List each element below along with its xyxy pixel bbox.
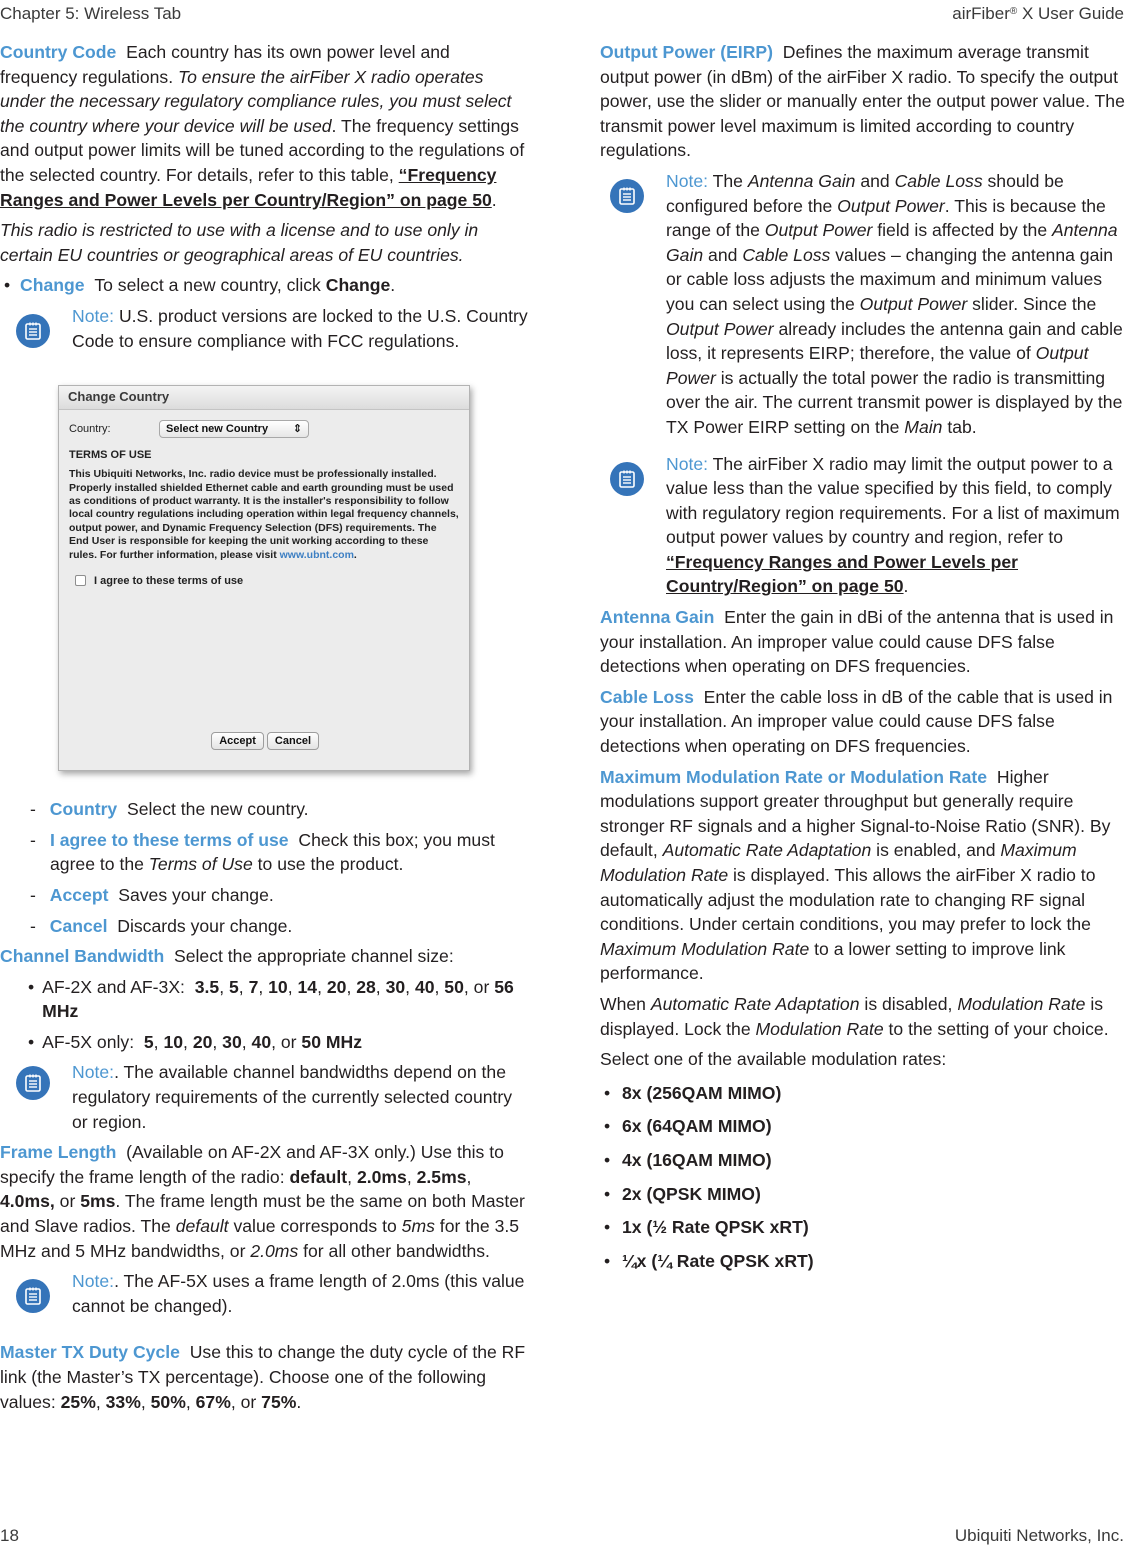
- terms-text: [69, 468, 459, 562]
- frequency-ranges-link[interactable]: “Frequency Ranges and Power Levels per Country/Region” on page 50: [0, 164, 497, 210]
- rate-item: [600, 1249, 1126, 1274]
- country-row: [69, 420, 459, 438]
- frame-text: . The frame length must be the same on both Master and Slave radios. The: [0, 1191, 525, 1237]
- note-icon: [610, 179, 644, 213]
- accept-button[interactable]: Accept: [211, 732, 264, 750]
- bw-value: 5: [228, 976, 239, 997]
- rate-label: 6x (64QAM MIMO): [622, 1116, 772, 1137]
- country-select[interactable]: [159, 420, 309, 438]
- t: When: [600, 993, 651, 1014]
- output-power-paragraph: [600, 40, 1126, 163]
- change-country-dialog: [58, 385, 470, 771]
- dash-text: [40, 883, 274, 908]
- dash-desc: Discards your change.: [117, 915, 293, 936]
- change-term: Change: [20, 275, 85, 296]
- dash-item-accept: [0, 883, 528, 908]
- bullet-dot: •: [4, 275, 11, 296]
- bw-prefix: AF-5X only:: [42, 1031, 139, 1052]
- bw-value: 20: [326, 976, 347, 997]
- i: Maximum Modulation Rate: [600, 938, 810, 959]
- country-code-paragraph: [0, 40, 528, 212]
- i: Cable Loss: [894, 170, 983, 191]
- change-text-wrap: [20, 273, 395, 298]
- company-footer: Ubiquiti Networks, Inc.: [954, 1526, 1124, 1546]
- note-icon: [610, 462, 644, 496]
- output-power-text: Defines the maximum average transmit output power (in dBm) of the airFiber X radio. To specify the output power, use the slider or manually enter the output power value. The transmit power level maximum is limited according to country regulations.: [600, 42, 1125, 161]
- frame-value: 5ms: [80, 1191, 116, 1212]
- t: values – changing the antenna gain or cable loss adjusts the maximum and minimum values you can select using the: [666, 244, 1114, 314]
- agree-checkbox[interactable]: [75, 575, 86, 586]
- t: is displayed. Lock the: [600, 993, 1104, 1039]
- dash-desc: Select the new country.: [127, 799, 309, 820]
- note-label: Note:: [72, 1062, 115, 1083]
- agree-label: I agree to these terms of use: [94, 574, 244, 587]
- channel-bandwidth-text: Select the appropriate channel size:: [173, 946, 454, 967]
- frame-value: 2.0ms: [356, 1166, 407, 1187]
- dash-desc: Saves your change.: [118, 884, 274, 905]
- t: is enabled, and: [871, 840, 1001, 861]
- bw-value: 10: [268, 976, 288, 997]
- bw-or: , or: [271, 1031, 302, 1052]
- cable-loss-term: Cable Loss: [600, 686, 694, 707]
- bw-prefix: AF-2X and AF-3X:: [42, 976, 190, 997]
- period: .: [491, 189, 497, 210]
- master-tx-paragraph: Master TX Duty Cycle Use this to change the duty cycle of the RF link (the Master’s TX percentage). Choose one of the following values: 25%, 33%, 50%, 67%, or 75%.: [0, 1342, 526, 1412]
- i: Output Power: [764, 220, 873, 241]
- t: should be configured before the: [666, 170, 1064, 216]
- frame-italic: 2.0ms: [250, 1240, 299, 1261]
- i: Automatic Rate Adaptation: [662, 840, 872, 861]
- i: Cable Loss: [742, 244, 831, 265]
- rate-item: [600, 1148, 1126, 1173]
- dash-text: [40, 828, 528, 877]
- note-text: [666, 452, 1126, 600]
- note-regulatory-limit: [600, 452, 1126, 600]
- registered-mark: ®: [1009, 6, 1018, 17]
- note-text: [72, 1060, 528, 1134]
- bandwidth-af2x-af3x: [0, 975, 528, 1024]
- duty-value: 33%: [105, 1391, 141, 1412]
- bullet-dot: •: [604, 1116, 611, 1137]
- bw-value: 3.5: [194, 976, 220, 997]
- bullet-dot: •: [28, 1031, 35, 1052]
- dash: -: [30, 799, 36, 820]
- note-icon: [16, 1066, 50, 1100]
- rate-item: [600, 1081, 1126, 1106]
- note-antenna-order: [600, 169, 1126, 440]
- bw-value: 56 MHz: [42, 976, 514, 1022]
- note-text: [72, 304, 528, 353]
- rate-label: ¼x (¼ Rate QPSK xRT): [622, 1250, 814, 1271]
- channel-bandwidth-paragraph: [0, 944, 528, 969]
- t: Higher modulations support greater throughput but generally require stronger RF signals and a higher Signal-to-Noise Ratio (SNR). By default,: [600, 766, 1111, 861]
- country-code-text2: . The frequency settings and output power limits will be tuned according to the regulations of the selected country. For details, refer to this table,: [0, 115, 525, 185]
- modulation-term: Maximum Modulation Rate or Modulation Rate: [600, 766, 988, 787]
- dash-item-country: [0, 797, 528, 822]
- bw-value: 7: [248, 976, 259, 997]
- dialog-buttons: [208, 732, 319, 750]
- bw-value: 30: [222, 1031, 242, 1052]
- frame-value: 2.5ms: [416, 1166, 467, 1187]
- dash-item-cancel: [0, 914, 528, 939]
- modulation-paragraph: [600, 765, 1126, 986]
- master-tx-term: Master TX Duty Cycle: [0, 1342, 180, 1363]
- guide-header-prefix: airFiber: [952, 4, 1010, 23]
- bw-value: 20: [192, 1031, 213, 1052]
- t: tab.: [942, 416, 977, 437]
- period: .: [353, 548, 357, 561]
- note-icon: [16, 314, 50, 348]
- agree-row: [69, 574, 459, 588]
- bandwidth-af5x: [0, 1030, 528, 1055]
- bw-value: 40: [251, 1031, 272, 1052]
- note-bandwidth: [0, 1060, 528, 1134]
- terms-body: This Ubiquiti Networks, Inc. radio device must be professionally installed. Properly installed shielded Ethernet cable and earth grounding must be used as conditions of product warranty. It is the installer's responsibility to follow local country regulations including operation within legal frequency channels, output power, and Dynamic Frequency Selection (DFS) requirements. The End User is responsible for keeping the unit working according to these rules. For further information, please visit: [69, 468, 459, 561]
- note-icon: [16, 1279, 50, 1313]
- dash-item-agree: [0, 828, 528, 877]
- bw-value: 5: [143, 1031, 154, 1052]
- t: already includes the antenna gain and cable loss, it represents EIRP; therefore, the value of: [666, 318, 1123, 364]
- t: to a lower setting to improve link performance.: [600, 938, 1066, 984]
- duty-value: 67%: [195, 1391, 231, 1412]
- chapter-header: Chapter 5: Wireless Tab: [0, 4, 182, 23]
- bw-value: 50: [444, 976, 464, 997]
- change-bold: Change: [325, 275, 391, 296]
- country-term: Country: [49, 799, 118, 820]
- frame-text: for all other bandwidths.: [298, 1240, 490, 1261]
- note-label: Note:: [72, 1271, 115, 1292]
- note-label: Note:: [72, 305, 115, 326]
- output-power-term: Output Power (EIRP): [600, 42, 773, 62]
- t: is disabled,: [859, 993, 958, 1014]
- bullet-dot: •: [604, 1183, 611, 1204]
- bullet-dot: •: [604, 1082, 611, 1103]
- bandwidth-list: AF-2X and AF-3X: 3.5, 5, 7, 10, 14, 20, 28, 30, 40, 50, or 56 MHz: [42, 976, 514, 1022]
- bw-value: 14: [297, 976, 318, 997]
- bw-value: 40: [414, 976, 435, 997]
- dash-text: [40, 797, 309, 822]
- bw-value: 30: [385, 976, 406, 997]
- duty-value: 50%: [150, 1391, 186, 1412]
- country-code-term: Country Code: [0, 42, 117, 62]
- t: field is affected by the: [872, 220, 1053, 241]
- frame-length-paragraph: Frame Length (Available on AF-2X and AF-3X only.) Use this to specify the frame length of the radio: default, 2.0ms, 2.5ms, 4.0ms, or 5ms. The frame length must be the same on both Master and Slave radios. The default value corresponds to 5ms for the 3.5 MHz and 5 MHz bandwidths, or 2.0ms for all other bandwidths.: [0, 1142, 525, 1261]
- i: Antenna Gain: [747, 170, 856, 191]
- dash-text: [40, 914, 292, 939]
- note-af5x-frame: [0, 1269, 528, 1318]
- select-arrows-icon: ⇕: [292, 423, 302, 436]
- change-bullet: [0, 273, 528, 298]
- bandwidth-list: AF-5X only: 5, 10, 20, 30, 40, or 50 MHz: [42, 1031, 363, 1052]
- bullet-dot: •: [604, 1217, 611, 1238]
- dash-desc2: to use the product.: [252, 854, 404, 875]
- frame-or: or: [54, 1191, 81, 1212]
- frame-italic: default: [175, 1216, 229, 1237]
- bw-or: or: [473, 976, 495, 997]
- dialog-body: [59, 410, 469, 598]
- country-code-italic: To ensure the airFiber X radio operates under the necessary regulatory compliance rules, you must select the country where your device will be used: [0, 66, 512, 136]
- t: and: [703, 244, 743, 265]
- bw-value: 28: [356, 976, 376, 997]
- duty-value: 75%: [261, 1391, 297, 1412]
- note-label: Note:: [666, 170, 709, 191]
- antenna-gain-paragraph: [600, 605, 1126, 679]
- eu-restriction-text: This radio is restricted to use with a license and to use only in certain EU countries or geographical areas of EU countries.: [0, 220, 479, 265]
- guide-header-suffix: X User Guide: [1017, 4, 1124, 23]
- select-rates-paragraph: Select one of the available modulation rates:: [600, 1049, 947, 1070]
- bullet-dot: •: [28, 976, 35, 997]
- rate-label: 2x (QPSK MIMO): [622, 1183, 761, 1204]
- country-select-value: Select new Country: [166, 423, 269, 436]
- antenna-gain-text: Enter the gain in dBi of the antenna that is used in your installation. An improper value could cause DFS false detections when operating on DFS frequencies.: [600, 607, 1114, 677]
- cable-loss-paragraph: [600, 685, 1126, 759]
- i: Antenna Gain: [666, 220, 1118, 265]
- dash: -: [30, 915, 36, 936]
- note-body: . The AF-5X uses a frame length of 2.0ms (this value cannot be changed).: [72, 1271, 525, 1316]
- antenna-gain-term: Antenna Gain: [600, 607, 715, 628]
- eu-restriction-note: [0, 218, 528, 267]
- note-us-lock: [0, 304, 528, 353]
- frame-text: (Available on AF-2X and AF-3X only.) Use this to specify the frame length of the radio:: [0, 1142, 504, 1187]
- channel-bandwidth-term: Channel Bandwidth: [0, 946, 165, 967]
- t: is actually the total power the radio is transmitting over the air. The current transmit power is displayed by the TX Power EIRP setting on the: [666, 367, 1123, 437]
- cancel-button[interactable]: Cancel: [267, 732, 319, 750]
- country-code-text: Each country has its own power level and frequency regulations.: [0, 42, 450, 87]
- dash: -: [30, 884, 36, 905]
- dash-desc: Check this box; you must agree to the: [50, 829, 495, 875]
- note-text: [72, 1269, 528, 1318]
- terms-heading: TERMS OF USE: [69, 449, 152, 462]
- period: .: [903, 576, 909, 597]
- i: Output Power: [859, 293, 968, 314]
- rate-item: [600, 1114, 1126, 1139]
- note-label: Note:: [666, 453, 709, 474]
- bullet-dot: •: [604, 1250, 611, 1271]
- note-body: U.S. product versions are locked to the U.S. Country Code to ensure compliance with FCC regulations.: [72, 305, 528, 351]
- t: The: [708, 170, 748, 191]
- frame-text: for the 3.5 MHz and 5 MHz bandwidths, or: [0, 1216, 520, 1261]
- frame-length-term: Frame Length: [0, 1142, 117, 1163]
- t: . This is because the range of the: [666, 195, 1106, 241]
- bullet-dot: •: [604, 1149, 611, 1170]
- country-label: Country:: [69, 423, 111, 436]
- right-column: [600, 40, 1126, 1282]
- change-text: To select a new country, click: [94, 275, 326, 296]
- bw-value: 50 MHz: [301, 1031, 363, 1052]
- dash: -: [30, 829, 36, 850]
- i: Output Power: [837, 195, 945, 216]
- cancel-term: Cancel: [49, 915, 108, 936]
- duty-value: 25%: [60, 1391, 96, 1412]
- left-column: [0, 40, 528, 1420]
- duty-or: , or: [230, 1391, 262, 1412]
- frame-text: value corresponds to: [228, 1216, 402, 1237]
- frame-value: default: [289, 1166, 348, 1187]
- note-body: The airFiber X radio may limit the output power to a value less than the value specified by this field, to comply with regulatory region requirements. For a list of maximum output power values by country and region, refer to: [666, 453, 1120, 548]
- agree-term: I agree to these terms of use: [50, 829, 289, 850]
- frame-italic: 5ms: [401, 1216, 435, 1237]
- i: Main: [904, 416, 943, 437]
- i: Automatic Rate Adaptation: [650, 993, 860, 1014]
- when-auto-paragraph: [600, 992, 1126, 1041]
- guide-header: [952, 2, 1124, 27]
- i: Modulation Rate: [957, 993, 1086, 1014]
- t: slider. Since the: [967, 293, 1097, 314]
- t: and: [855, 170, 895, 191]
- i: Output Power: [666, 318, 774, 339]
- t: to the setting of your choice.: [883, 1018, 1109, 1039]
- accept-term: Accept: [49, 884, 109, 905]
- rate-item: [600, 1215, 1126, 1240]
- page-number: 18: [0, 1526, 19, 1546]
- cable-loss-text: Enter the cable loss in dB of the cable that is used in your installation. An improper value could cause DFS false detections when operating on DFS frequencies.: [600, 686, 1113, 757]
- i: Maximum Modulation Rate: [600, 840, 1077, 885]
- ubnt-link[interactable]: www.ubnt.com: [279, 548, 354, 561]
- frequency-ranges-link[interactable]: “Frequency Ranges and Power Levels per Country/Region” on page 50: [666, 551, 1018, 597]
- rate-label: 8x (256QAM MIMO): [622, 1082, 782, 1103]
- terms-of-use-italic: Terms of Use: [148, 854, 253, 875]
- rate-item: [600, 1182, 1126, 1207]
- period: .: [296, 1391, 302, 1412]
- rate-label: 1x (½ Rate QPSK xRT): [622, 1217, 809, 1238]
- period: .: [390, 275, 396, 296]
- master-tx-text: Use this to change the duty cycle of the RF link (the Master’s TX percentage). Choose one of the following values:: [0, 1342, 526, 1412]
- note-text: [666, 169, 1126, 440]
- note-body: . The available channel bandwidths depend on the regulatory requirements of the currently selected country or region.: [72, 1062, 513, 1132]
- t: is displayed. This allows the airFiber X radio to automatically adjust the modulation rate to changing RF signal conditions. Under certain conditions, you may prefer to lock the: [600, 865, 1096, 935]
- i: Output Power: [666, 343, 1089, 388]
- dialog-title: Change Country: [59, 386, 469, 410]
- frame-value: 4.0ms,: [0, 1191, 55, 1212]
- bw-value: 10: [163, 1031, 184, 1052]
- rate-label: 4x (16QAM MIMO): [622, 1149, 772, 1170]
- i: Modulation Rate: [755, 1018, 884, 1039]
